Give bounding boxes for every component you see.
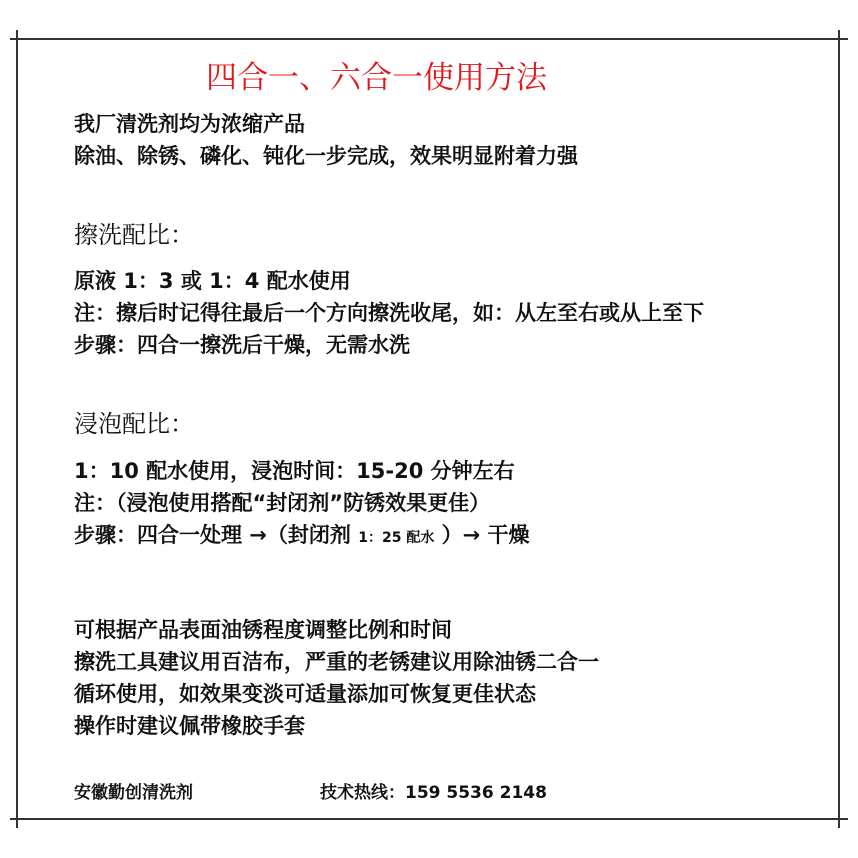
intro-line-1: 我厂清洗剂均为浓缩产品	[74, 112, 305, 136]
frame-left-line	[16, 30, 18, 828]
soak-steps-sealant-ratio: 1：25 配水	[358, 530, 435, 546]
soak-heading: 浸泡配比：	[74, 410, 194, 438]
wipe-note: 注：擦后时记得往最后一个方向擦洗收尾，如：从左至右或从上至下	[74, 301, 704, 325]
wipe-heading: 擦洗配比：	[74, 221, 194, 249]
soak-steps-suffix: ）→ 干燥	[441, 523, 530, 547]
soak-steps	[74, 522, 530, 551]
tip-line-1: 可根据产品表面油锈程度调整比例和时间	[74, 618, 452, 642]
frame-right-line	[838, 30, 840, 828]
soak-ratio: 1：10 配水使用，浸泡时间：15-20 分钟左右	[74, 459, 515, 483]
footer-hotline: 技术热线：159 5536 2148	[320, 783, 547, 803]
wipe-steps: 步骤：四合一擦洗后干燥，无需水洗	[74, 333, 410, 357]
wipe-ratio: 原液 1：3 或 1：4 配水使用	[74, 269, 351, 293]
soak-steps-prefix: 步骤：四合一处理 →（封闭剂	[74, 523, 351, 547]
frame-bottom-line	[10, 818, 848, 820]
tip-line-4: 操作时建议佩带橡胶手套	[74, 714, 305, 738]
frame-top-line	[10, 38, 848, 40]
tip-line-3: 循环使用，如效果变淡可适量添加可恢复更佳状态	[74, 682, 536, 706]
intro-line-2: 除油、除锈、磷化、钝化一步完成，效果明显附着力强	[74, 144, 578, 168]
soak-note: 注：（浸泡使用搭配“封闭剂”防锈效果更佳）	[74, 491, 491, 515]
page-title: 四合一、六合一使用方法	[206, 60, 547, 96]
tip-line-2: 擦洗工具建议用百洁布，严重的老锈建议用除油锈二合一	[74, 650, 599, 674]
footer-company: 安徽勤创清洗剂	[74, 783, 193, 803]
